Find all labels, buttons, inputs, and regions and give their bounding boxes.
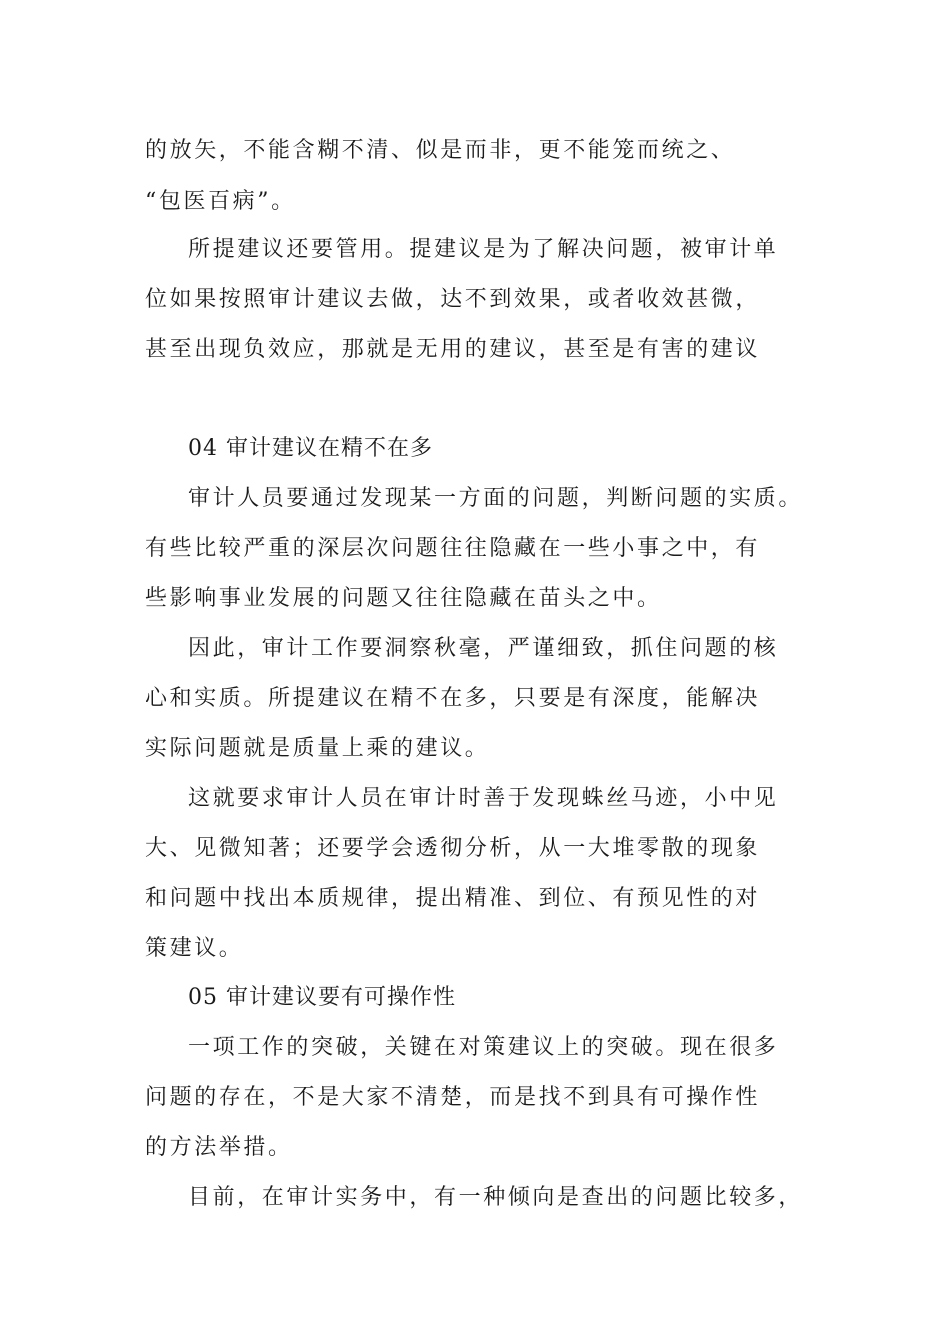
text-line: “包医百病”。: [145, 189, 296, 214]
paragraph-start-line: 一项工作的突破，关键在对策建议上的突破。现在很多: [188, 1035, 779, 1060]
text-line: 实际问题就是质量上乘的建议。: [145, 736, 490, 761]
text-line: 和问题中找出本质规律，提出精准、到位、有预见性的对: [145, 886, 761, 911]
text-line: 的放矢，不能含糊不清、似是而非，更不能笼而统之、: [145, 138, 736, 163]
paragraph-start-line: 审计人员要通过发现某一方面的问题，判断问题的实质。: [188, 486, 804, 511]
text-line: 些影响事业发展的问题又往往隐藏在苗头之中。: [145, 586, 662, 611]
text-line: 策建议。: [145, 936, 244, 961]
text-line: 有些比较严重的深层次问题往往隐藏在一些小事之中，有: [145, 536, 761, 561]
paragraph-start-line: 目前，在审计实务中，有一种倾向是查出的问题比较多，: [188, 1185, 804, 1210]
text-line: 的方法举措。: [145, 1135, 293, 1160]
paragraph-start-line: 这就要求审计人员在审计时善于发现蛛丝马迹，小中见: [188, 786, 779, 811]
section-heading-05: 05 审计建议要有可操作性: [188, 985, 456, 1010]
paragraph-start-line: 所提建议还要管用。提建议是为了解决问题，被审计单: [188, 237, 779, 262]
text-line: 大、见微知著；还要学会透彻分析，从一大堆零散的现象: [145, 836, 761, 861]
text-line: 位如果按照审计建议去做，达不到效果，或者收效甚微，: [145, 287, 761, 312]
paragraph-start-line: 因此，审计工作要洞察秋毫，严谨细致，抓住问题的核: [188, 636, 779, 661]
section-heading-04: 04 审计建议在精不在多: [188, 436, 433, 461]
text-line: 甚至出现负效应，那就是无用的建议，甚至是有害的建议: [145, 337, 761, 362]
text-line: 心和实质。所提建议在精不在多，只要是有深度，能解决: [145, 686, 761, 711]
text-line: 问题的存在，不是大家不清楚，而是找不到具有可操作性: [145, 1085, 761, 1110]
